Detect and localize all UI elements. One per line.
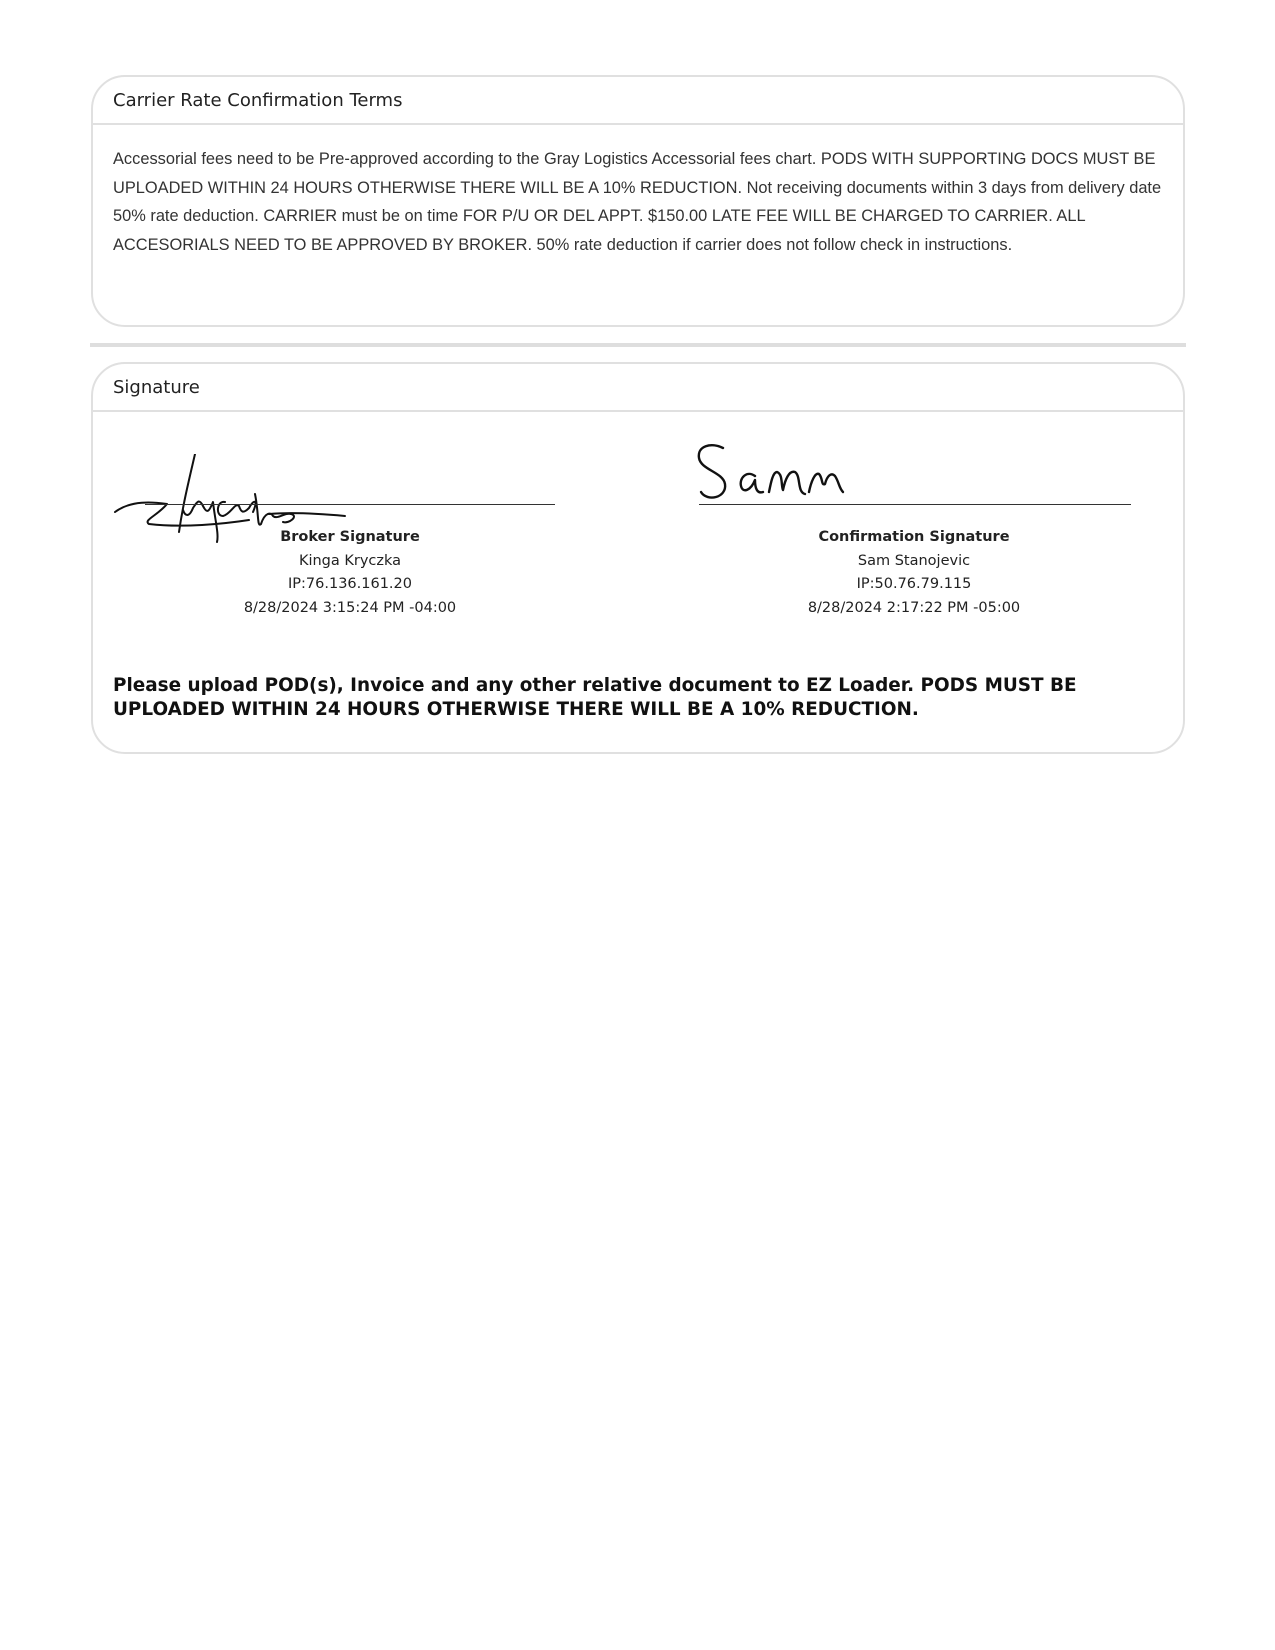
confirmation-signature-line [699, 504, 1131, 505]
confirmation-signature-label: Confirmation Signature [818, 529, 1010, 545]
signature-card [91, 362, 1185, 754]
broker-signature-block [135, 526, 565, 620]
section-divider [90, 343, 1186, 347]
broker-signature-label: Broker Signature [280, 529, 420, 545]
confirmation-signature-drawing [693, 442, 873, 512]
broker-ip: IP:76.136.161.20 [288, 576, 412, 592]
terms-title: Carrier Rate Confirmation Terms [93, 77, 1183, 125]
signature-title: Signature [93, 364, 1183, 412]
terms-card [91, 75, 1185, 327]
confirmation-signature-block [699, 526, 1129, 620]
broker-signature-line [145, 504, 555, 505]
confirmation-ip: IP:50.76.79.115 [856, 576, 972, 592]
confirmation-timestamp: 8/28/2024 2:17:22 PM -05:00 [807, 599, 1021, 616]
broker-timestamp: 8/28/2024 3:15:24 PM -04:00 [243, 599, 457, 616]
upload-notice: Please upload POD(s), Invoice and any other relative document to EZ Loader. PODS MUST BE UPLOADED WITHIN 24 HOURS OTHERWISE THERE WILL BE A 10% REDUCTION. [113, 675, 1077, 720]
terms-body: Accessorial fees need to be Pre-approved according to the Gray Logistics Accessorial fees chart. PODS WITH SUPPORTING DOCS MUST BE UPLOADED WITHIN 24 HOURS OTHERWISE THERE WILL BE A 10% REDUCTION. Not receiving documents within 3 days from delivery date 50% rate deduction. CARRIER must be on time FOR P/U OR DEL APPT. $150.00 LATE FEE WILL BE CHARGED TO CARRIER. ALL ACCESORIALS NEED TO BE APPROVED BY BROKER. 50% rate deduction if carrier does not follow check in instructions. [113, 150, 1162, 254]
broker-name: Kinga Kryczka [298, 552, 402, 569]
confirmation-name: Sam Stanojevic [857, 552, 971, 569]
